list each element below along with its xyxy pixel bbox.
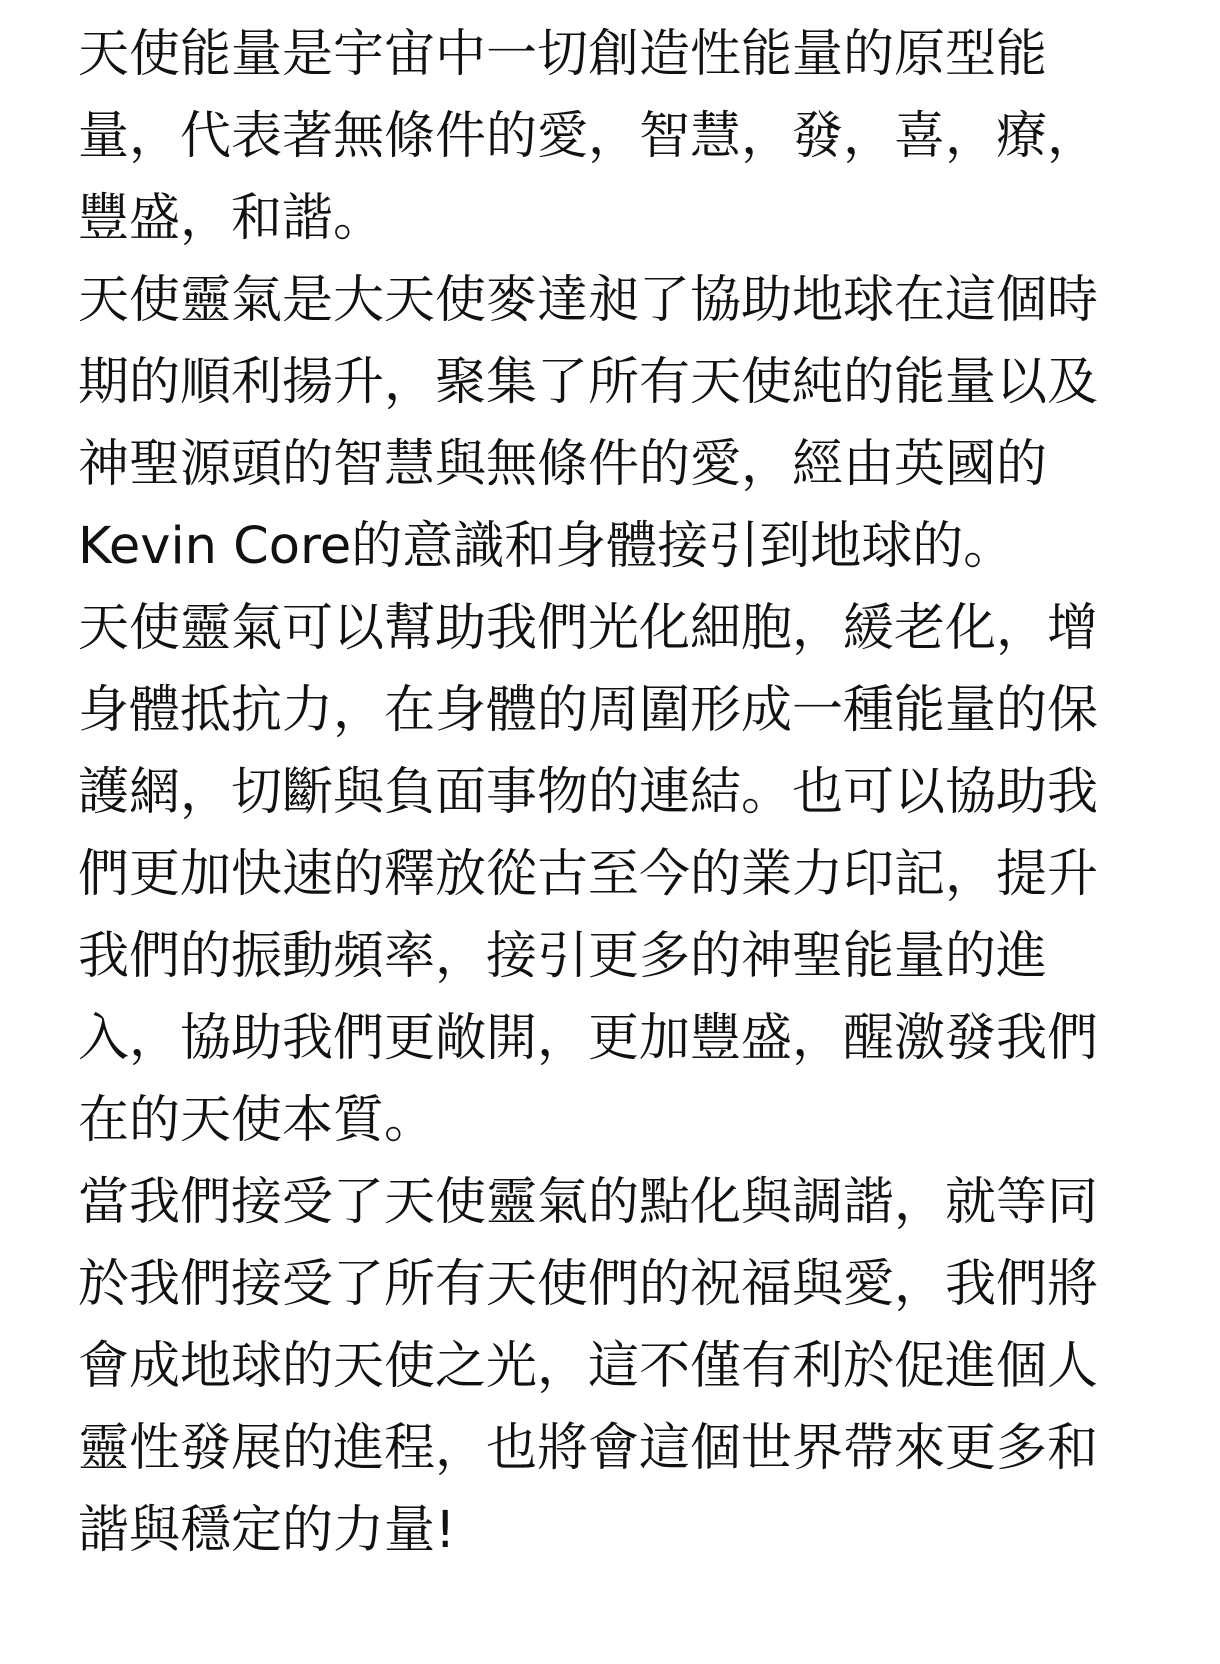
text-line: 入，協助我們更敞開，更加豐盛，醒激發我們 [78,1009,1099,1068]
text-line: 會成地球的天使之光，這不僅有利於促進個人 [78,1337,1099,1396]
text-line: 於我們接受了所有天使們的祝福與愛，我們將 [78,1255,1099,1314]
paragraph-angel-energy [78,14,1118,260]
text-line: 我們的振動頻率，接引更多的神聖能量的進 [78,927,1048,986]
text-line: 靈性發展的進程，也將會這個世界帶來更多和 [78,1419,1099,1478]
article-body [78,14,1118,1572]
text-line: 當我們接受了天使靈氣的點化與調諧，就等同 [78,1173,1099,1232]
text-line: 身體抵抗力，在身體的周圍形成一種能量的保 [78,681,1099,740]
text-line: Kevin Core的意識和身體接引到地球的。 [78,517,1015,576]
text-line: 天使靈氣是大天使麥達昶了協助地球在這個時 [78,271,1099,330]
text-line: 在的天使本質。 [78,1091,436,1150]
text-line: 量，代表著無條件的愛，智慧，發，喜，療， [78,107,1099,166]
paragraph-attunement [78,1162,1118,1572]
text-line: 天使能量是宇宙中一切創造性能量的原型能 [78,25,1048,84]
text-line: 神聖源頭的智慧與無條件的愛，經由英國的 [78,435,1048,494]
paragraph-angel-reiki-origin [78,260,1118,588]
text-line: 諧與穩定的力量! [78,1501,456,1560]
text-line: 護網，切斷與負面事物的連結。也可以協助我 [78,763,1099,822]
text-line: 期的順利揚升，聚集了所有天使純的能量以及 [78,353,1099,412]
paragraph-angel-reiki-benefits [78,588,1118,1162]
text-line: 豐盛，和諧。 [78,189,385,248]
text-line: 天使靈氣可以幫助我們光化細胞，緩老化，增 [78,599,1099,658]
text-line: 們更加快速的釋放從古至今的業力印記，提升 [78,845,1099,904]
